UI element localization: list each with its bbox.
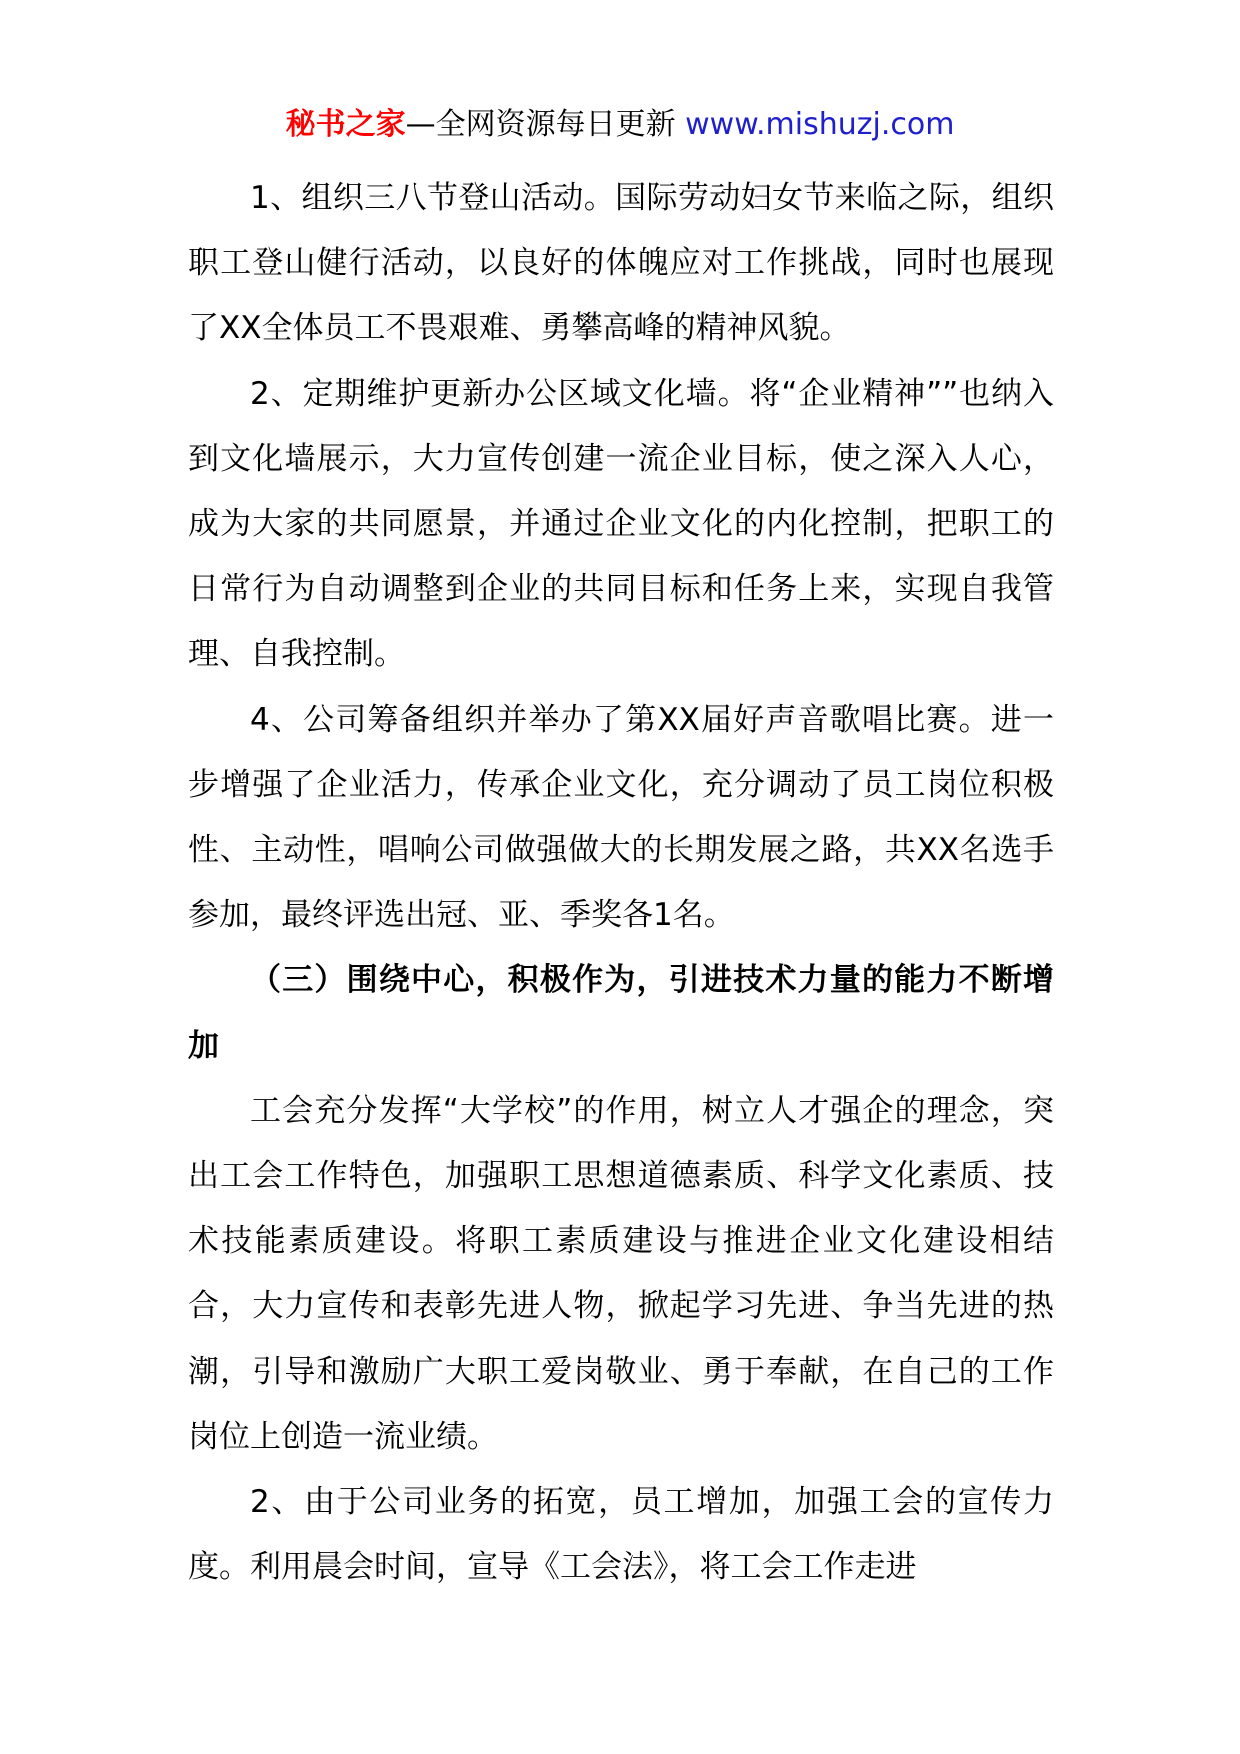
paragraph-culture-wall: 2、定期维护更新办公区域文化墙。将“企业精神””也纳入到文化墙展示，大力宣传创建一流企业目标，使之深入人心，成为大家的共同愿景，并通过企业文化的内化控制，把职工的日常行为自动调整到企业的共同目标和任务上来，实现自我管理、自我控制。 xyxy=(188,375,1054,673)
header-tagline: —全网资源每日更新 xyxy=(405,107,686,142)
page-header xyxy=(0,100,1240,150)
paragraph-singing-contest: 4、公司筹备组织并举办了第XX届好声音歌唱比赛。进一步增强了企业活力，传承企业文化，充分调动了员工岗位积极性、主动性，唱响公司做强做大的长期发展之路，共XX名选手参加，最终评选出冠、亚、季奖各1名。 xyxy=(188,701,1054,934)
brand-name: 秘书之家 xyxy=(285,107,406,142)
paragraph-mountain-climbing: 1、组织三八节登山活动。国际劳动妇女节来临之际，组织职工登山健行活动，以良好的体魄应对工作挑战，同时也展现了XX全体员工不畏艰难、勇攀高峰的精神风貌。 xyxy=(188,180,1054,347)
paragraph-union-school: 工会充分发挥“大学校”的作用，树立人才强企的理念，突出工会工作特色，加强职工思想道德素质、科学文化素质、技术技能素质建设。将职工素质建设与推进企业文化建设相结合，大力宣传和表彰先进人物，掀起学习先进、争当先进的热潮，引导和激励广大职工爱岗敬业、勇于奉献，在自己的工作岗位上创造一流业绩。 xyxy=(188,1092,1054,1455)
section-heading: （三）围绕中心，积极作为，引进技术力量的能力不断增加 xyxy=(188,962,1054,1064)
site-url[interactable]: www.mishuzj.com xyxy=(685,107,955,142)
paragraph-union-publicity: 2、由于公司业务的拓宽，员工增加，加强工会的宣传力度。利用晨会时间，宣导《工会法》，将工会工作走进 xyxy=(188,1484,1054,1586)
document-body xyxy=(188,166,1054,1600)
